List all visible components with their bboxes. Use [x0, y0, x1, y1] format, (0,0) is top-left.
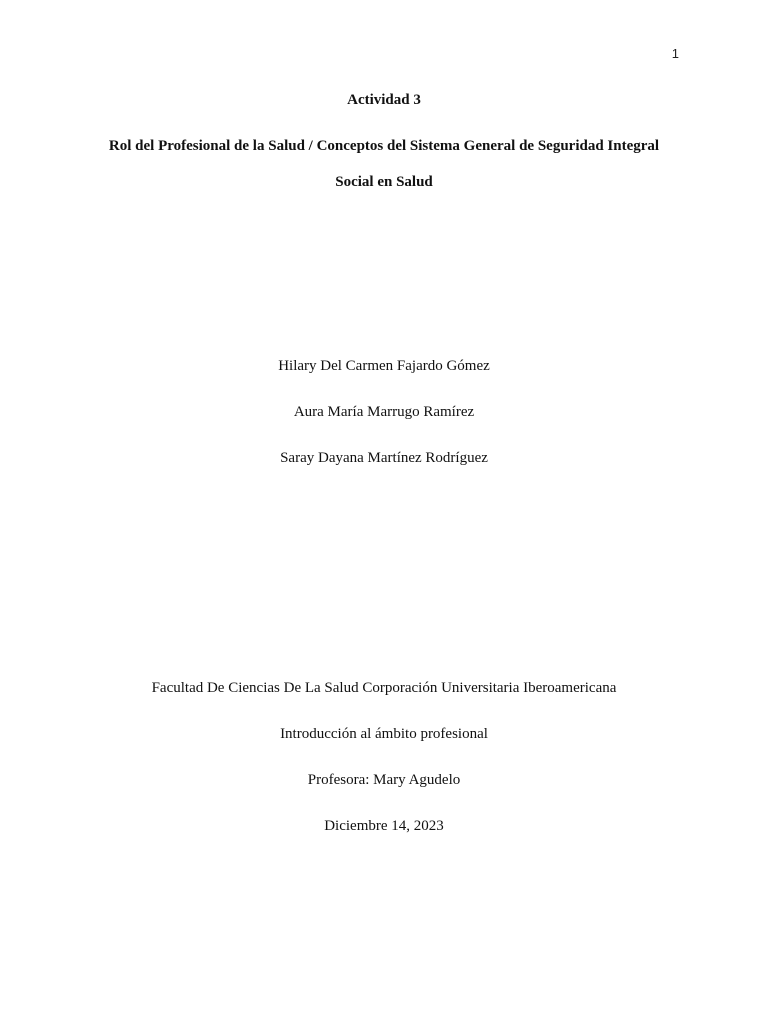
institution-name: Facultad De Ciencias De La Salud Corporación Universitaria Iberoamericana: [151, 680, 617, 696]
professor-name: Profesora: Mary Agudelo: [307, 772, 461, 788]
author-name: Hilary Del Carmen Fajardo Gómez: [278, 358, 490, 374]
document-title: Actividad 3: [347, 92, 421, 108]
document-subtitle-line-2: Social en Salud: [335, 174, 433, 190]
page-number: 1: [671, 46, 679, 61]
document-date: Diciembre 14, 2023: [324, 818, 444, 834]
author-name: Aura María Marrugo Ramírez: [293, 404, 475, 420]
course-name: Introducción al ámbito profesional: [280, 726, 488, 742]
author-name: Saray Dayana Martínez Rodríguez: [280, 450, 488, 466]
document-subtitle-line-1: Rol del Profesional de la Salud / Conceptos del Sistema General de Seguridad Integral: [108, 138, 660, 154]
